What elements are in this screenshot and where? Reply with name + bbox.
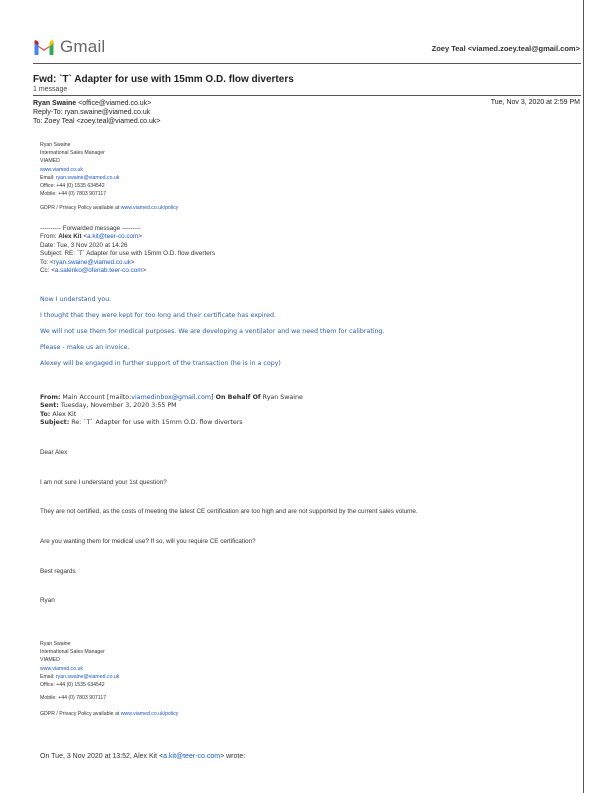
ryan-name: Ryan (40, 597, 55, 604)
gdpr-line (40, 204, 178, 212)
signature-company: VIAMED (40, 158, 60, 165)
alex-line-3: We will not use them for medical purposes. We are developing a ventilator and we need them for calibrating. (40, 328, 385, 335)
quoted-to: To: Alex Kit (40, 410, 77, 418)
signature-mobile: Mobile: +44 (0) 7803 907117 (40, 191, 107, 198)
signature-email-label: Email: (40, 174, 56, 181)
alex-line-5: Alexey will be engaged in further support of the transaction (he is in a copy) (40, 360, 281, 367)
forwarded-cc-email[interactable]: a.salenko@ofenab.teer-co.com (54, 267, 143, 275)
on-wrote-line: On Tue, 3 Nov 2020 at 13:52, Alex Kit <a.kit@teer-co.com> wrote: (40, 753, 246, 760)
page-right-border (583, 0, 584, 793)
gdpr-link[interactable]: www.viamed.co.uk/policy (120, 205, 179, 211)
quoted-from-email[interactable]: viamedinbox@gmail.com (131, 394, 211, 401)
reply-to-line: Reply-To: ryan.swaine@viamed.co.uk (33, 109, 151, 116)
signature-name: Ryan Swaine (40, 142, 71, 148)
gmail-logo (33, 36, 105, 58)
message-count: 1 message (33, 86, 68, 93)
sender-line (33, 100, 151, 107)
alex-line-4: Please - make us an invoice. (40, 344, 130, 351)
gdpr2-link[interactable]: www.viamed.co.uk/policy (120, 711, 179, 717)
quoted-from: From: Main Account [mailto:viamedinbox@gmail.com] On Behalf Of Ryan Swaine (40, 394, 303, 401)
header-divider (33, 63, 581, 64)
subject-divider (33, 95, 581, 96)
signature2-title: International Sales Manager (40, 649, 105, 656)
quoted-subject: Subject: Re: `T` Adapter for use with 15mm O.D. flow diverters (40, 419, 243, 427)
forwarded-header (40, 225, 215, 275)
signature-title: International Sales Manager (40, 150, 105, 157)
gmail-m-icon (33, 39, 55, 56)
forwarded-from: From: Alex Kit <a.kit@teer-co.com> (40, 233, 142, 241)
signature2-website-link[interactable]: www.viamed.co.uk (40, 665, 83, 672)
forwarded-to: To: <ryan.swaine@viamed.co.uk> (40, 258, 135, 266)
signature2-name: Ryan Swaine (40, 641, 71, 647)
signature2-office: Office: +44 (0) 1535 634542 (40, 682, 105, 689)
to-line: To: Zoey Teal <zoey.teal@viamed.co.uk> (33, 118, 161, 125)
forwarded-to-email[interactable]: ryan.swaine@viamed.co.uk (53, 258, 131, 266)
quoted-header (40, 394, 303, 428)
signature2-email-link[interactable]: ryan.swaine@viamed.co.uk (55, 673, 120, 680)
gdpr-text: GDPR / Privacy Policy available at (40, 205, 121, 211)
gdpr-line-2 (40, 710, 178, 718)
alex-line-1: Now I understand you. (40, 296, 112, 303)
gdpr2-text: GDPR / Privacy Policy available at (40, 711, 121, 717)
ryan-greeting: Dear Alex (40, 449, 68, 456)
message-date: Tue, Nov 3, 2020 at 2:59 PM (490, 99, 580, 106)
signature-block-2 (40, 640, 119, 689)
ryan-line-1: I am not sure I understand your 1st question? (40, 479, 167, 486)
gmail-logo-text: Gmail (60, 37, 106, 56)
sender-email: <office@viamed.co.uk> (78, 100, 152, 107)
signature2-mobile: Mobile: +44 (0) 7803 907117 (40, 695, 107, 701)
signature-block (40, 141, 119, 198)
forwarded-cc: Cc: <a.salenko@ofenab.teer-co.com> (40, 267, 147, 275)
signature-office: Office: +44 (0) 1535 634542 (40, 183, 105, 190)
ryan-line-2: They are not certified, as the costs of meeting the latest CE certification are too high and are not supported by the current sales volume. (40, 508, 418, 515)
ryan-line-3: Are you wanting them for medical use? If so, will you require CE certification? (40, 538, 256, 545)
quoted-sent: Sent: Tuesday, November 3, 2020 3:55 PM (40, 402, 177, 410)
forwarded-subject: Subject: RE: `T` Adapter for use with 15mm O.D. flow diverters (40, 250, 215, 258)
footer-quote-email[interactable]: a.kit@teer-co.com (163, 753, 221, 760)
forwarded-date: Date: Tue, 3 Nov 2020 at 14:26 (40, 241, 128, 249)
forwarded-from-email[interactable]: a.kit@teer-co.com (87, 233, 139, 241)
signature-email-link[interactable]: ryan.swaine@viamed.co.uk (55, 174, 120, 181)
thread-subject: Fwd: `T` Adapter for use with 15mm O.D. flow diverters (33, 74, 294, 85)
alex-line-2: I thought that they were kept for too long and their certificate has expired. (40, 312, 277, 319)
account-label: Zoey Teal <viamed.zoey.teal@gmail.com> (431, 44, 580, 53)
signature-website-link[interactable]: www.viamed.co.uk (40, 166, 83, 173)
signature2-email-label: Email: (40, 673, 56, 680)
ryan-closing: Best regards (40, 568, 76, 575)
signature2-company: VIAMED (40, 657, 60, 664)
sender-name: Ryan Swaine (33, 100, 77, 107)
forwarded-divider: ---------- Forwarded message --------- (40, 225, 141, 232)
